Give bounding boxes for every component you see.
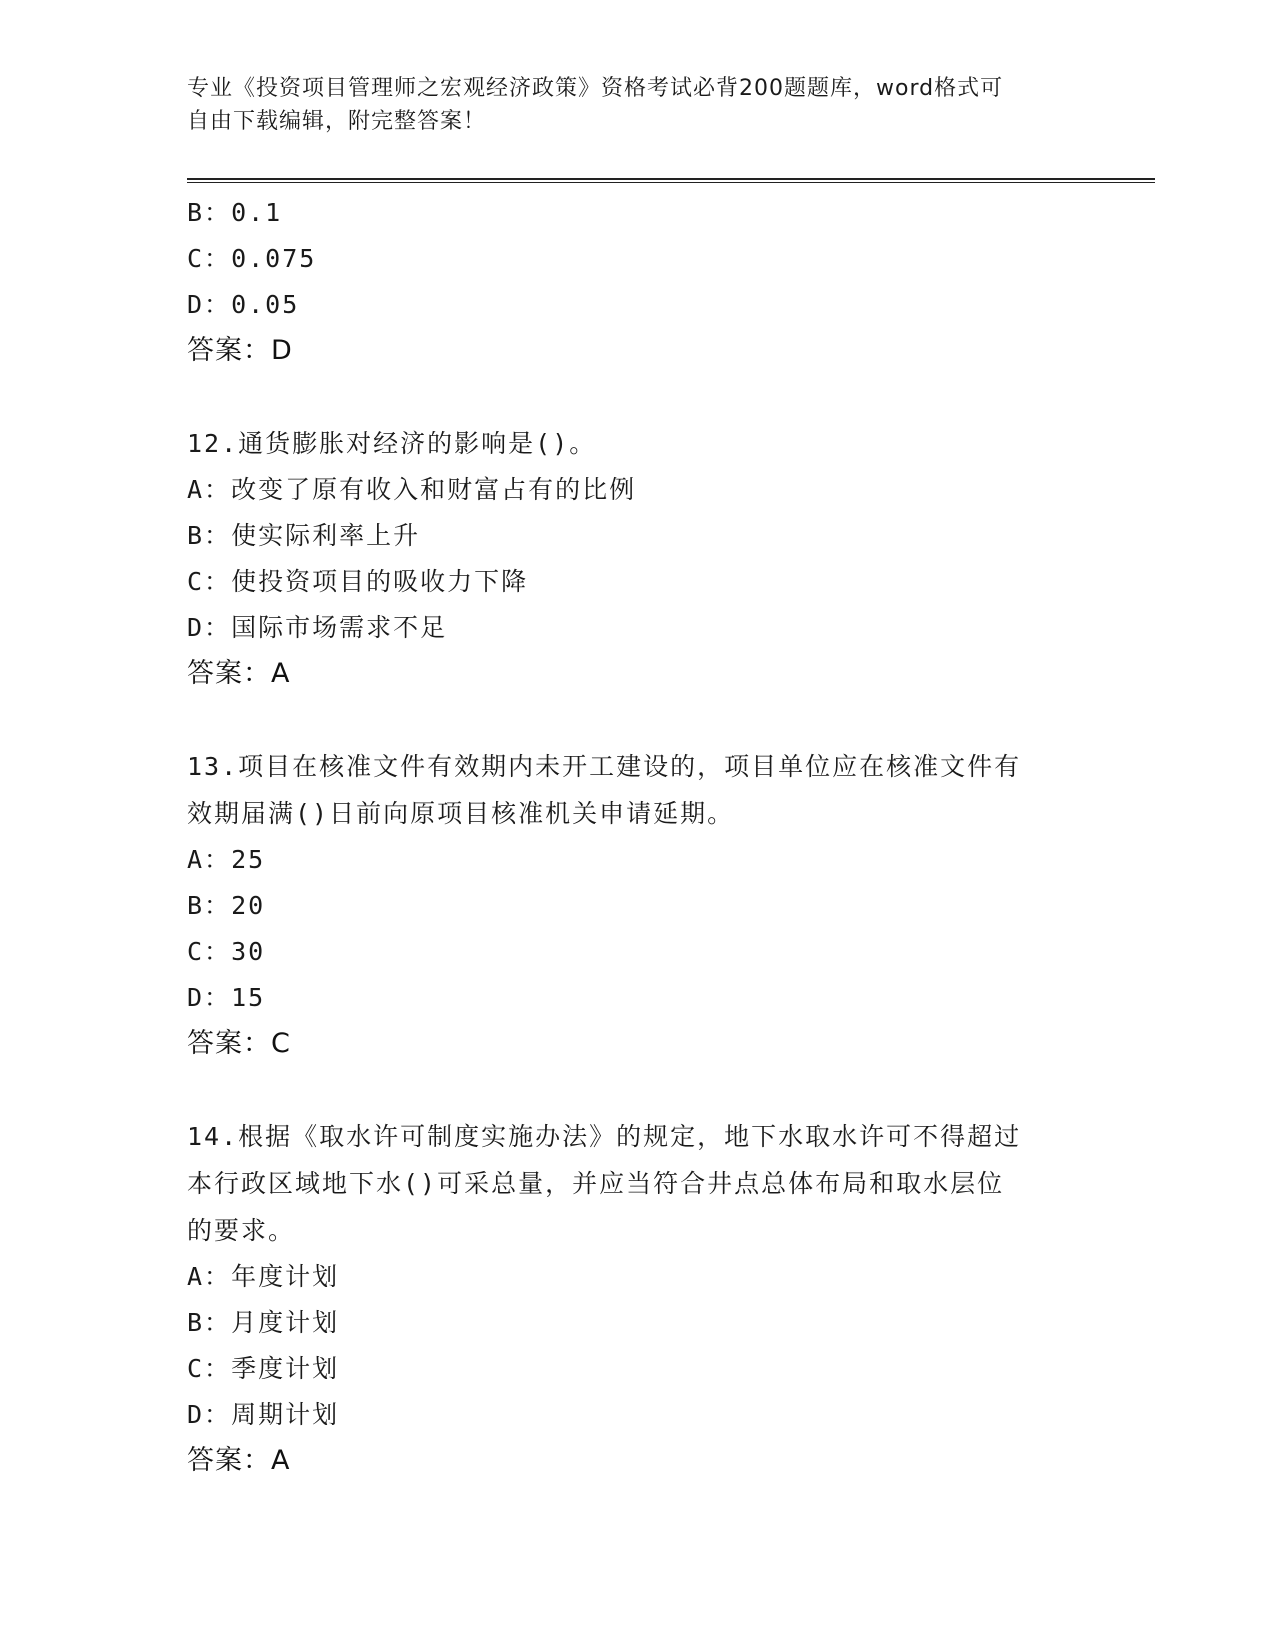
question-block-13 [187,743,1087,1067]
option-d [187,282,1087,328]
option-c [187,559,1087,605]
option-key: A： [187,475,232,504]
option-text: 25 [231,845,266,874]
question-text: 的要求。 [187,1216,296,1245]
option-text: 季度计划 [231,1354,340,1383]
option-key: B： [187,198,232,227]
option-text: 使投资项目的吸收力下降 [231,567,529,596]
option-text: 改变了原有收入和财富占有的比例 [231,475,637,504]
option-text: 0.05 [231,290,300,319]
option-text: 周期计划 [231,1400,340,1429]
option-text: 年度计划 [231,1262,340,1291]
option-d [187,975,1087,1021]
option-a [187,837,1087,883]
option-key: C： [187,1354,232,1383]
option-key: A： [187,845,232,874]
page-header [187,72,1067,138]
question-block-12 [187,420,1087,697]
option-key: D： [187,1400,232,1429]
option-c [187,1346,1087,1392]
question-text: 12.通货膨胀对经济的影响是()。 [187,429,597,458]
option-text: 20 [231,891,266,920]
option-key: B： [187,891,232,920]
question-text: 本行政区域地下水()可采总量，并应当符合井点总体布局和取水层位 [187,1169,1005,1198]
option-key: B： [187,1308,232,1337]
option-key: B： [187,521,232,550]
option-key: C： [187,937,232,966]
option-text: 月度计划 [231,1308,340,1337]
header-title-line-1: 专业《投资项目管理师之宏观经济政策》资格考试必背200题题库，word格式可 [187,76,1004,101]
header-divider-thin [187,182,1155,183]
header-title-line-2: 自由下载编辑，附完整答案！ [187,109,487,134]
option-d [187,605,1087,651]
answer-line: 答案：D [187,335,293,366]
question-block-11 [187,190,1087,374]
option-text: 0.1 [231,198,283,227]
question-block-14 [187,1113,1087,1484]
answer-line: 答案：C [187,1028,291,1059]
option-key: D： [187,983,232,1012]
option-key: D： [187,613,232,642]
option-b [187,1300,1087,1346]
answer-line: 答案：A [187,1445,291,1476]
option-c [187,236,1087,282]
option-b [187,513,1087,559]
spacer [187,374,1087,420]
answer-line: 答案：A [187,658,291,689]
question-text: 效期届满()日前向原项目核准机关申请延期。 [187,799,735,828]
option-text: 0.075 [231,244,317,273]
option-b [187,883,1087,929]
option-text: 15 [231,983,266,1012]
option-a [187,467,1087,513]
option-key: D： [187,290,232,319]
option-key: C： [187,244,232,273]
question-text: 13.项目在核准文件有效期内未开工建设的，项目单位应在核准文件有 [187,752,1022,781]
option-key: C： [187,567,232,596]
spacer [187,697,1087,743]
option-b [187,190,1087,236]
option-text: 30 [231,937,266,966]
option-text: 使实际利率上升 [231,521,421,550]
header-divider [187,178,1155,180]
option-d [187,1392,1087,1438]
spacer [187,1067,1087,1113]
option-a [187,1254,1087,1300]
question-list [187,190,1087,1484]
option-c [187,929,1087,975]
option-key: A： [187,1262,232,1291]
question-text: 14.根据《取水许可制度实施办法》的规定，地下水取水许可不得超过 [187,1122,1022,1151]
option-text: 国际市场需求不足 [231,613,448,642]
